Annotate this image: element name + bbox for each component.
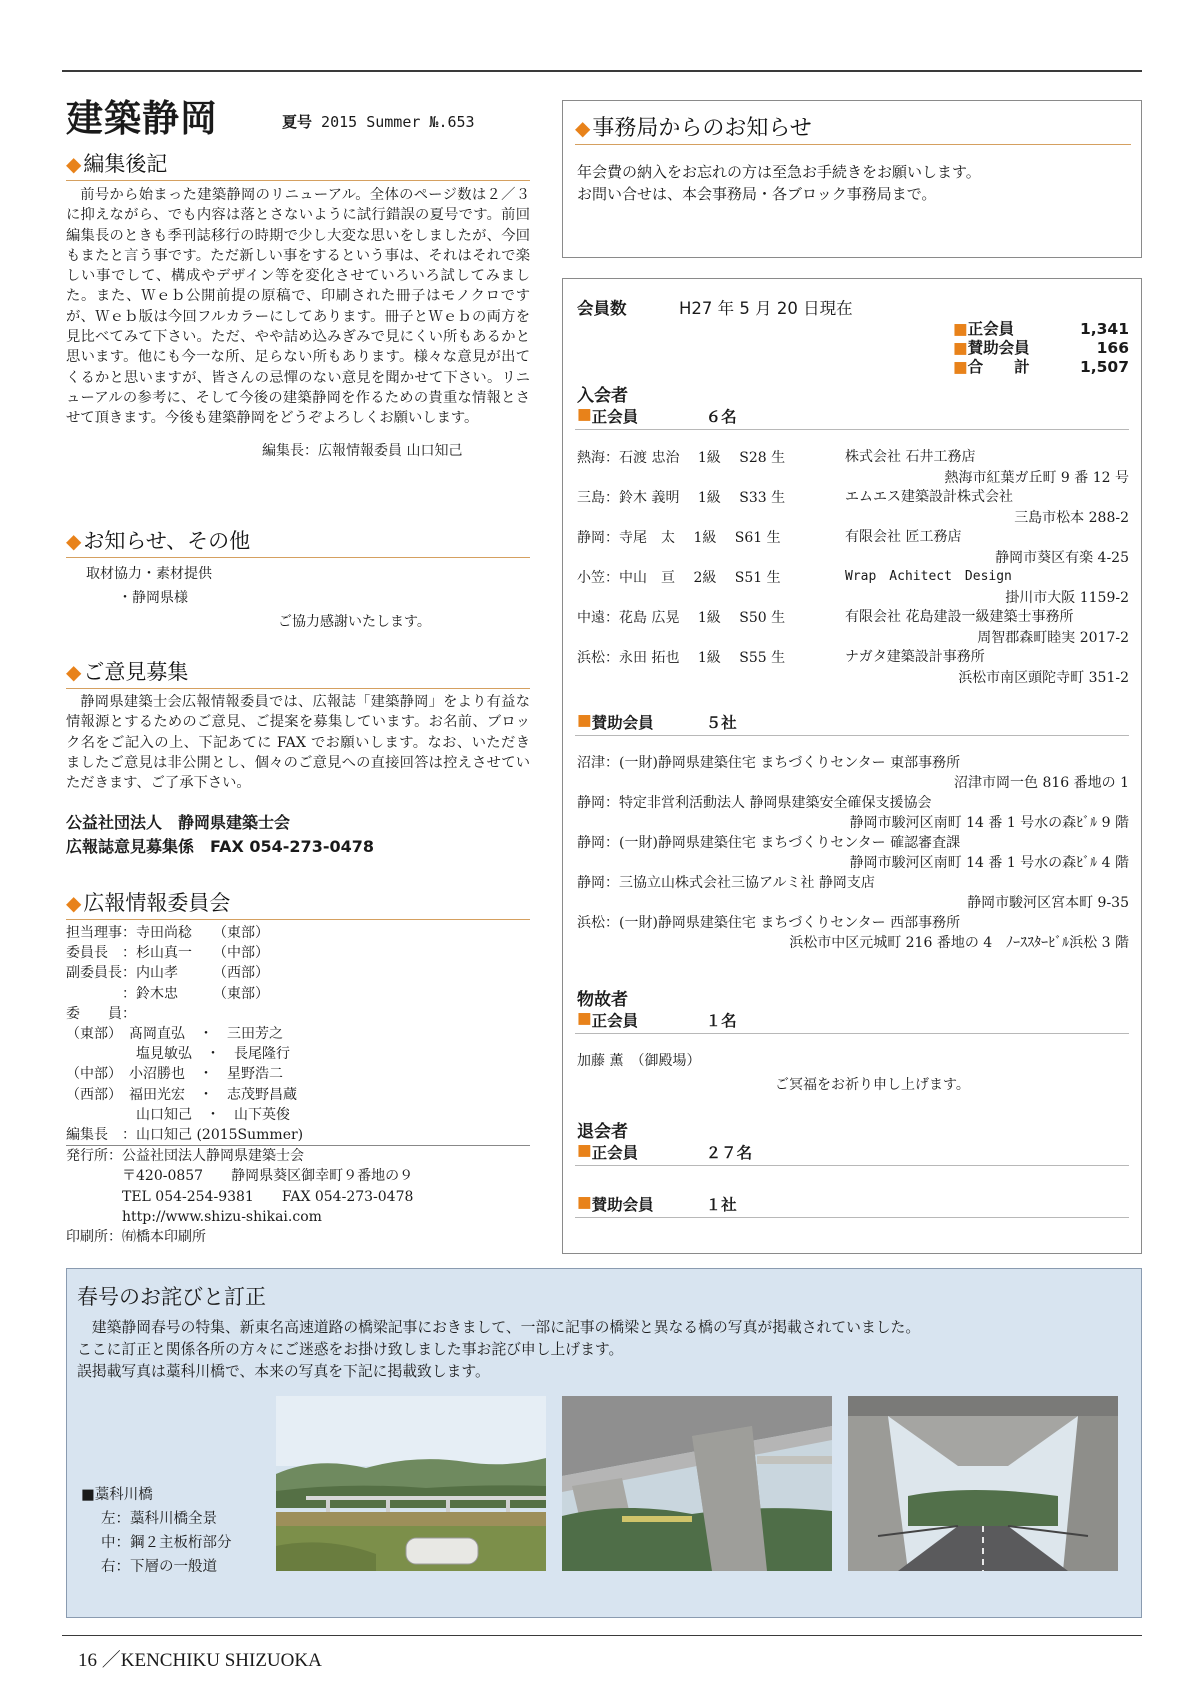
photo-steel-girder — [562, 1396, 832, 1571]
members-date: H27 年 5 月 20 日現在 — [679, 299, 853, 318]
list-item: 三島：鈴木 義明 1級 S33 生 エムエス建築設計株式会社 三島市松本 288-2 — [577, 489, 1129, 526]
nyukai-regular-list — [577, 447, 1129, 687]
iinkai-heading: ◆広報情報委員会 — [66, 887, 530, 920]
square-icon: ■ — [953, 339, 968, 357]
henshu-signature: 編集長：広報情報委員 山口知己 — [262, 442, 463, 459]
diamond-icon: ◆ — [66, 529, 82, 553]
bukko-message: ご冥福をお祈り申し上げます。 — [775, 1077, 970, 1093]
diamond-icon: ◆ — [66, 891, 82, 915]
photo-caption — [81, 1483, 232, 1579]
list-item: 中遠：花島 広晃 1級 S50 生 有限会社 花島建設一級建築士事務所 周智郡森町睦実 2017-2 — [577, 609, 1129, 646]
nyukai-support-list — [577, 753, 1129, 953]
henshu-section — [66, 148, 530, 461]
list-item: 静岡：三協立山株式会社三協アルミ社 静岡支店 静岡市駿河区宮本町 9-35 — [577, 875, 1129, 911]
nyukai-regular-label: ■ 正会員 ６名 — [577, 405, 737, 426]
list-item: 静岡：(一財)静岡県建築住宅 まちづくりセンター 確認審査課 静岡市駿河区南町 14 番 1 号水の森ﾋﾞﾙ 4 階 — [577, 835, 1129, 871]
publisher-row: 印刷所：㈲橋本印刷所 — [66, 1229, 206, 1246]
square-icon: ■ — [577, 1193, 592, 1211]
list-item: 静岡：寺尾 太 1級 S61 生 有限会社 匠工務店 静岡市葵区有楽 4-25 — [577, 529, 1129, 566]
roster-row: （東部） 髙岡直弘 ・ 三田芳之 — [66, 1026, 283, 1043]
publisher-url[interactable]: http://www.shizu-shikai.com — [66, 1208, 322, 1225]
oshirase-heading: ◆お知らせ、その他 — [66, 525, 530, 558]
square-icon: ■ — [577, 405, 592, 423]
diamond-icon: ◆ — [66, 152, 82, 176]
iinkai-section — [66, 887, 530, 1247]
caption-title: ■藁科川橋 — [81, 1487, 153, 1503]
page-footer — [78, 1645, 322, 1672]
divider — [575, 1165, 1129, 1166]
bukko-label: ■ 正会員 １名 — [577, 1009, 737, 1030]
diamond-icon: ◆ — [575, 116, 591, 140]
jimukyoku-heading: ◆事務局からのお知らせ — [575, 111, 1131, 145]
henshu-paragraph: 前号から始まった建築静岡のリニューアル。全体のページ数は２／３に抑えながら、でも内容は落とさないように試行錯誤の夏号です。前回編集長のときも季刊誌移行の時期で少し大変な思いをしましたが、今回もまたと言う事です。ただ新しい事をするという事は、それはそれで楽しい事でして、構成やデザイン等を変化させていろいろ試してみました。また、Ｗｅｂ公開前提の原稿で、印刷された冊子はモノクロですが、Ｗｅｂ版は今回フルカラーにしてあります。冊子とＷｅｂの両方を見比べてみて下さい。ただ、やや詰め込みぎみで見にくい所もあるかと思います。他にも今一な所、足らない所もあります。様々な意見が出てくるかと思いますが、皆さんの忌憚のない意見を聞かせて下さい。リニューアルの参考に、そして今後の建築静岡を作るための貴重な情報とさせて頂きます。今後も建築静岡をどうぞよろしくお願いします。 — [66, 187, 530, 427]
list-item: 浜松：永田 拓也 1級 S55 生 ナガタ建築設計事務所 浜松市南区頭陀寺町 351-2 — [577, 649, 1129, 686]
square-icon: ■ — [577, 1141, 592, 1159]
top-rule — [62, 70, 1142, 72]
list-item: 小笠：中山 亘 2級 S51 生 Wrap Achitect Design 掛川市大阪 1159-2 — [577, 569, 1129, 606]
roster-row: 委員長 ：杉山真一 （中部） — [66, 945, 269, 962]
divider — [575, 1033, 1129, 1034]
roster-row: 山口知己 ・ 山下英俊 — [66, 1106, 290, 1123]
divider — [575, 1217, 1129, 1218]
publisher-row: 発行所：公益社団法人静岡県建築士会 — [66, 1148, 304, 1165]
correction-line1: 建築静岡春号の特集、新東名高速道路の橋梁記事におきまして、一部に記事の橋梁と異なる橋の写真が掲載されていました。 — [91, 1319, 921, 1336]
correction-heading: 春号のお詫びと訂正 — [77, 1285, 266, 1309]
oshirase-section — [66, 525, 530, 634]
photo-bridge-full-view — [276, 1396, 546, 1571]
bukko-heading: 物故者 — [577, 990, 628, 1010]
list-item: 浜松：(一財)静岡県建築住宅 まちづくりセンター 西部事務所 浜松市中区元城町 216 番地の 4 ﾉｰｽｽﾀｰﾋﾞﾙ浜松 3 階 — [577, 915, 1129, 951]
publisher-row: TEL 054-254-9381 FAX 054-273-0478 — [66, 1188, 414, 1205]
correction-text — [77, 1317, 1127, 1383]
nyukai-support-label: ■ 賛助会員 ５社 — [577, 711, 737, 732]
square-icon: ■ — [953, 358, 968, 376]
square-icon: ■ — [953, 320, 968, 338]
list-item: 熱海：石渡 忠治 1級 S28 生 株式会社 石井工務店 熱海市紅葉ガ丘町 9 番 12 号 — [577, 449, 1129, 486]
jimukyoku-box — [562, 100, 1142, 258]
taikai-regular-label: ■ 正会員 ２７名 — [577, 1141, 753, 1162]
roster-row: 委 員： — [66, 1005, 136, 1022]
oshirase-line2: ・静岡県様 — [118, 590, 188, 606]
caption-item: 左：藁科川橋全景 — [101, 1511, 217, 1527]
stat-regular: ■正会員 1,341 — [953, 320, 1129, 338]
iken-paragraph: 静岡県建築士会広報情報委員では、広報誌「建築静岡」をより有益な情報源とするためのご意見、ご提案を募集しています。お名前、ブロック名をご記入の上、下記あてに FAX でお願いします。なお、いただきましたご意見は非公開とし、個々のご意見への直接回答は控えさせていただきます、ご了承下さい。 — [66, 694, 530, 792]
oshirase-line3: ご協力感謝いたします。 — [278, 614, 431, 630]
bottom-rule — [62, 1635, 1142, 1636]
members-box — [562, 278, 1142, 1254]
page-number: 16 — [78, 1650, 97, 1671]
list-item: 沼津：(一財)静岡県建築住宅 まちづくりセンター 東部事務所 沼津市岡一色 816 番地の 1 — [577, 755, 1129, 791]
roster-row: （西部） 福田光宏 ・ 志茂野昌蔵 — [66, 1086, 297, 1103]
taikai-support-label: ■ 賛助会員 １社 — [577, 1193, 737, 1214]
issue-season: 夏号 — [282, 113, 313, 131]
correction-line3: 誤掲載写真は藁科川橋で、本来の写真を下記に掲載致します。 — [77, 1363, 490, 1380]
magazine-title: 建築静岡 — [66, 97, 218, 140]
square-icon: ■ — [577, 1009, 592, 1027]
iken-org: 公益社団法人 静岡県建築士会 — [66, 813, 291, 833]
list-item: 静岡：特定非営利活動法人 静岡県建築安全確保支援協会 静岡市駿河区南町 14 番 1 号水の森ﾋﾞﾙ 9 階 — [577, 795, 1129, 831]
iken-fax: 広報誌意見募集係 FAX 054-273-0478 — [66, 837, 374, 857]
stat-total: ■合 計 1,507 — [953, 358, 1129, 376]
roster-row: 塩見敏弘 ・ 長尾隆行 — [66, 1046, 290, 1063]
issue-label — [282, 111, 475, 132]
roster-row: 担当理事：寺田尚稔 （東部） — [66, 925, 269, 941]
issue-detail: 2015 Summer №.653 — [321, 113, 475, 131]
publisher-row: 〒420-0857 静岡県葵区御幸町９番地の９ — [66, 1168, 414, 1185]
jimukyoku-line2: お問い合せは、本会事務局・各ブロック事務局まで。 — [577, 185, 937, 203]
diamond-icon: ◆ — [66, 660, 82, 684]
iken-section — [66, 656, 530, 859]
roster-row: 副委員長：内山孝 （西部） — [66, 965, 269, 982]
publisher-block — [66, 1146, 530, 1247]
caption-item: 中：鋼２主板桁部分 — [101, 1535, 232, 1551]
iken-heading: ◆ご意見募集 — [66, 656, 530, 689]
roster-row: （中部） 小沼勝也 ・ 星野浩二 — [66, 1066, 283, 1083]
photo-lower-road — [848, 1396, 1118, 1571]
square-icon: ■ — [577, 711, 592, 729]
members-stats — [953, 320, 1129, 377]
footer-text: ／KENCHIKU SHIZUOKA — [101, 1650, 322, 1671]
roster-row: ：鈴木忠 （東部） — [66, 985, 269, 1002]
henshu-heading: ◆編集後記 — [66, 148, 530, 181]
oshirase-line1: 取材協力・素材提供 — [86, 566, 212, 582]
divider — [575, 735, 1129, 736]
caption-item: 右：下層の一般道 — [101, 1559, 217, 1575]
stat-support: ■賛助会員 166 — [953, 339, 1129, 357]
iinkai-roster — [66, 923, 530, 1146]
bukko-name: 加藤 薫 （御殿場） — [577, 1053, 701, 1069]
roster-row: 編集長 ：山口知己 (2015Summer) — [66, 1127, 304, 1144]
taikai-heading: 退会者 — [577, 1122, 628, 1142]
correction-line2: ここに訂正と関係各所の方々にご迷惑をお掛け致しました事お詫び申し上げます。 — [77, 1341, 624, 1358]
divider — [575, 429, 1129, 430]
jimukyoku-line1: 年会費の納入をお忘れの方は至急お手続きをお願いします。 — [577, 163, 981, 181]
members-title: 会員数 — [577, 299, 627, 318]
nyukai-heading: 入会者 — [577, 386, 628, 406]
